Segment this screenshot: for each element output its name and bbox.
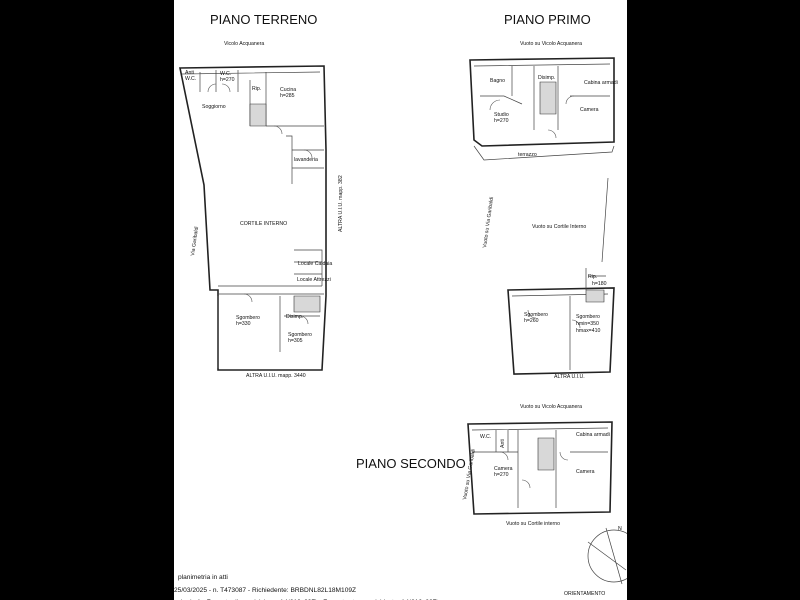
- room-sgombero-1: Sgombero: [236, 315, 260, 321]
- ground-bottom-note: ALTRA U.I.U. mapp. 3440: [246, 373, 306, 379]
- orientation-compass: [564, 526, 627, 597]
- first-void-left: Vuoto su Via Garibaldi: [482, 196, 496, 249]
- room-sgombero-first-1: Sgombero: [524, 312, 548, 318]
- second-void-bottom: Vuoto su Cortile interno: [506, 521, 561, 527]
- room-lavanderia: lavanderia: [294, 157, 318, 163]
- room-wc-ground-1: W.C.: [185, 76, 197, 82]
- viewer-left-margin: [0, 0, 174, 600]
- room-locale-attrezzi: Locale Attrezzi: [297, 277, 331, 283]
- room-wc-ground-2: W.C.: [220, 71, 232, 77]
- room-cabina-armadi-second: Cabina armadi: [576, 432, 610, 438]
- room-cabina-armadi-first: Cabina armadi: [584, 80, 618, 86]
- footer-line-2: 25/03/2025 - n. T473087 - Richiedente: BRBDNL82L18M109Z: [174, 587, 357, 594]
- second-floor-plan: [356, 404, 612, 527]
- room-wc-second: W.C.: [480, 434, 492, 440]
- document-footer: [174, 574, 439, 600]
- room-camera-first: Camera: [580, 107, 599, 113]
- room-sgombero-1-height: h=330: [236, 321, 251, 327]
- room-antibagno: Anti: [185, 70, 194, 76]
- room-disimpegno-first: Disimp.: [538, 75, 556, 81]
- room-camera-second-1: Camera: [494, 466, 513, 472]
- room-studio: Studio: [494, 112, 509, 118]
- first-floor-plan: [470, 12, 618, 380]
- floor-plan-drawing: [174, 0, 627, 600]
- second-void-left: Vuoto su Via Garibaldi: [462, 448, 477, 501]
- room-soggiorno: Soggiorno: [202, 104, 226, 110]
- footer-line-1: planimetria in atti: [178, 574, 228, 581]
- first-floor-doors: [490, 96, 580, 328]
- compass-north-label: N: [618, 526, 622, 532]
- first-bottom-note: ALTRA U.I.U.: [554, 374, 585, 380]
- room-cucina-height: h=285: [280, 93, 295, 99]
- first-void-court: Vuoto su Cortile Interno: [532, 224, 587, 230]
- room-terrazzo: terrazzo: [518, 152, 537, 158]
- first-floor-stair: [540, 82, 604, 302]
- room-camera-second-1-height: h=270: [494, 472, 509, 478]
- room-sgombero-first-1-height: h=260: [524, 318, 539, 324]
- second-floor-title: PIANO SECONDO: [356, 456, 466, 471]
- room-camera-second-2: Camera: [576, 469, 595, 475]
- room-sgombero-first-2-hmax: hmax=410: [576, 328, 601, 334]
- room-anti-second: Anti: [500, 439, 506, 448]
- ground-floor-title: PIANO TERRENO: [210, 12, 318, 27]
- street-label-left: Via Garibaldi: [190, 226, 201, 257]
- compass-axes: [588, 528, 626, 584]
- room-locale-caldaia: Locale Caldaia: [298, 261, 333, 267]
- room-cortile-interno: CORTILE INTERNO: [240, 221, 288, 227]
- second-void-top: Vuoto su Vicolo Acquanera: [520, 404, 583, 410]
- street-label-top: Vicolo Acquanera: [224, 41, 265, 47]
- room-cucina: Cucina: [280, 87, 297, 93]
- room-ripostiglio-height: h=180: [592, 281, 607, 287]
- room-sgombero-first-2: Sgombero: [576, 314, 600, 320]
- second-floor-stair: [538, 438, 554, 470]
- first-floor-title: PIANO PRIMO: [504, 12, 591, 27]
- room-ripostiglio-first: Rip.: [588, 274, 598, 280]
- room-ripostiglio: Rip.: [252, 86, 262, 92]
- ground-floor-plan: [180, 12, 344, 379]
- room-bagno: Bagno: [490, 78, 506, 84]
- room-disimpegno-ground: Disimp.: [286, 314, 304, 320]
- room-sgombero-2-height: h=305: [288, 338, 303, 344]
- room-studio-height: h=270: [494, 118, 509, 124]
- orientation-label: ORIENTAMENTO: [564, 591, 606, 597]
- document-page: [174, 0, 627, 600]
- room-wc-height: h=270: [220, 77, 235, 83]
- room-sgombero-first-2-hmin: hmin=350: [576, 321, 599, 327]
- room-sgombero-2: Sgombero: [288, 332, 312, 338]
- first-void-top: Vuoto su Vicolo Acquanera: [520, 41, 583, 47]
- ground-side-note: ALTRA U.I.U. mapp. 382: [338, 175, 344, 232]
- viewer-right-margin: [627, 0, 800, 600]
